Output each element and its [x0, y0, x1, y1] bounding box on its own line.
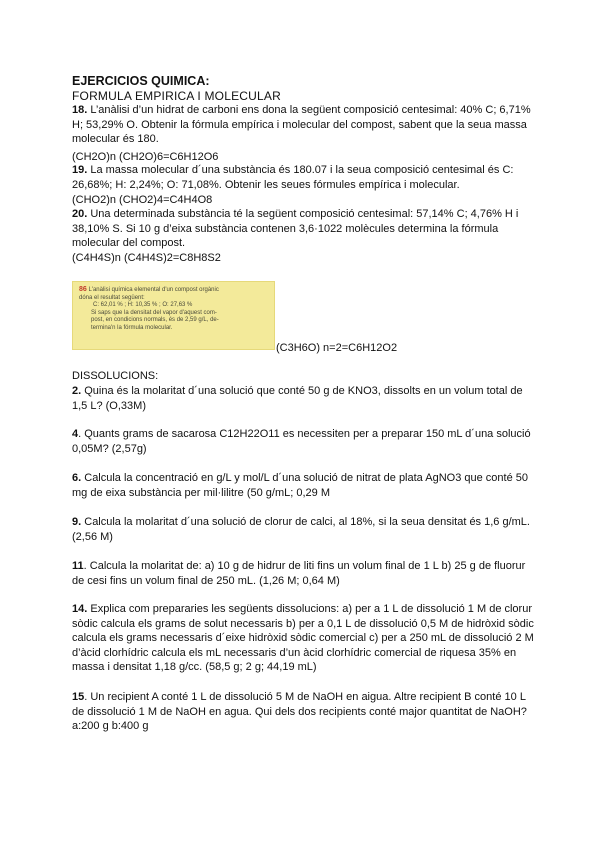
dissolucio-exercise-4 — [72, 427, 534, 456]
exercise-20-answer: (C4H4S)n (C4H4S)2=C8H8S2 — [72, 252, 221, 264]
dissolucio-exercise-14 — [72, 602, 534, 675]
section-title-empirica: FORMULA EMPIRICA I MOLECULAR — [72, 89, 281, 103]
exercise-number: 15 — [72, 691, 85, 703]
exercise-number: 9. — [72, 516, 82, 528]
excerpt-answer: (C3H6O) n=2=C6H12O2 — [276, 342, 398, 354]
excerpt-line: dóna el resultat següent: — [79, 294, 145, 301]
section-title-dissolucions: DISSOLUCIONS: — [72, 370, 159, 382]
page-title: EJERCICIOS QUIMICA: — [72, 74, 210, 88]
dissolucio-exercise-6 — [72, 471, 534, 500]
exercise-text: L’anàlisi d’un hidrat de carboni ens dona la següent composició centesimal: 40% C; 6,71% H; 53,29% O. Obtenir la fórmula empírica i molecular del compost, sabent que la seua massa molecular és 180. — [72, 104, 531, 145]
exercise-text: . Calcula la molaritat de: a) 10 g de hidrur de liti fins un volum final de 1 L b) 25 g de fluorur de cesi fins un volum final de 250 mL. (1,26 M; 0,64 M) — [72, 560, 526, 587]
excerpt-line: post, en condicions normals, és de 2,59 g/L, de- — [91, 317, 219, 324]
exercise-number: 2. — [72, 385, 82, 397]
excerpt-number: 86 — [79, 286, 87, 293]
exercise-number: 4 — [72, 428, 79, 440]
exercise-text: Una determinada substància té la següent composició centesimal: 57,14% C; 4,76% H i 38,10% S. Si 10 g d’eixa substància contenen 3,6·1022 molècules determina la fórmula molecular del compost. — [72, 208, 519, 249]
exercise-19 — [72, 163, 534, 192]
exercise-text: Quina és la molaritat d´una solució que conté 50 g de KNO3, dissolts en un volum total de 1,5 L? (O,33M) — [72, 385, 523, 412]
exercise-number: 18. — [72, 104, 88, 116]
excerpt-line: termina'n la fórmula molecular. — [91, 324, 173, 331]
excerpt-line: L'anàlisi química elemental d'un compost orgànic — [88, 287, 219, 293]
exercise-18 — [72, 103, 534, 147]
dissolucio-exercise-11 — [72, 559, 534, 588]
exercise-18-answer: (CH2O)n (CH2O)6=C6H12O6 — [72, 151, 219, 163]
dissolucio-exercise-9 — [72, 515, 534, 544]
exercise-number: 6. — [72, 472, 82, 484]
exercise-text: . Un recipient A conté 1 L de dissolució 5 M de NaOH en aigua. Altre recipient B conté 10 L de dissolució 1 M de NaOH en agua. Qui dels dos recipients conté major quantitat de NaOH? a:200 g b:400 g — [72, 691, 527, 732]
exercise-text: La massa molecular d´una substància és 180.07 i la seua composició centesimal és C: 26,68%; H: 2,24%; O: 71,08%. Obtenir les seues fórmules empírica i molecular. — [72, 164, 514, 191]
excerpt-line: C: 62,01 % ; H: 10,35 % ; O: 27,63 % — [93, 302, 193, 309]
exercise-number: 20. — [72, 208, 88, 220]
exercise-number: 19. — [72, 164, 88, 176]
exercise-text: Explica com prepararies les següents dissolucions: a) per a 1 L de dissolució 1 M de clorur sòdic calcula els grams de solut necessaris b) per a 0,1 L de dissolució 0,5 M de hidròxid sòdic calcula els grams necessaris d´eixe hidròxid sòdic comercial c) per a 250 mL de dissolució 2 M d’àcid clorhídric calcula els mL necessaris d’un àcid clorhídric comercial de riquesa 35% en massa i densitat 1,18 g/cc. (58,5 g; 2 g; 44,19 mL) — [72, 603, 534, 673]
exercise-20 — [72, 207, 534, 251]
dissolucio-exercise-2 — [72, 384, 534, 413]
exercise-text: Calcula la concentració en g/L y mol/L d´una solució de nitrat de plata AgNO3 que conté 50 mg de eixa substància per mil·lilitre (50 g/mL; 0,29 M — [72, 472, 528, 499]
exercise-text: Calcula la molaritat d´una solució de clorur de calci, al 18%, si la seua densitat és 1,6 g/mL. (2,56 M) — [72, 516, 530, 543]
exercise-19-answer: (CHO2)n (CHO2)4=C4H4O8 — [72, 194, 213, 206]
exercise-text: . Quants grams de sacarosa C12H22O11 es necessiten per a preparar 150 mL d´una solució 0,05M? (2,57g) — [72, 428, 531, 455]
exercise-number: 11 — [72, 560, 84, 572]
dissolucio-exercise-15 — [72, 690, 534, 734]
excerpt-line: Si saps que la densitat del vapor d'aquest com- — [91, 309, 217, 316]
textbook-excerpt-image — [72, 281, 275, 350]
exercise-number: 14. — [72, 603, 88, 615]
